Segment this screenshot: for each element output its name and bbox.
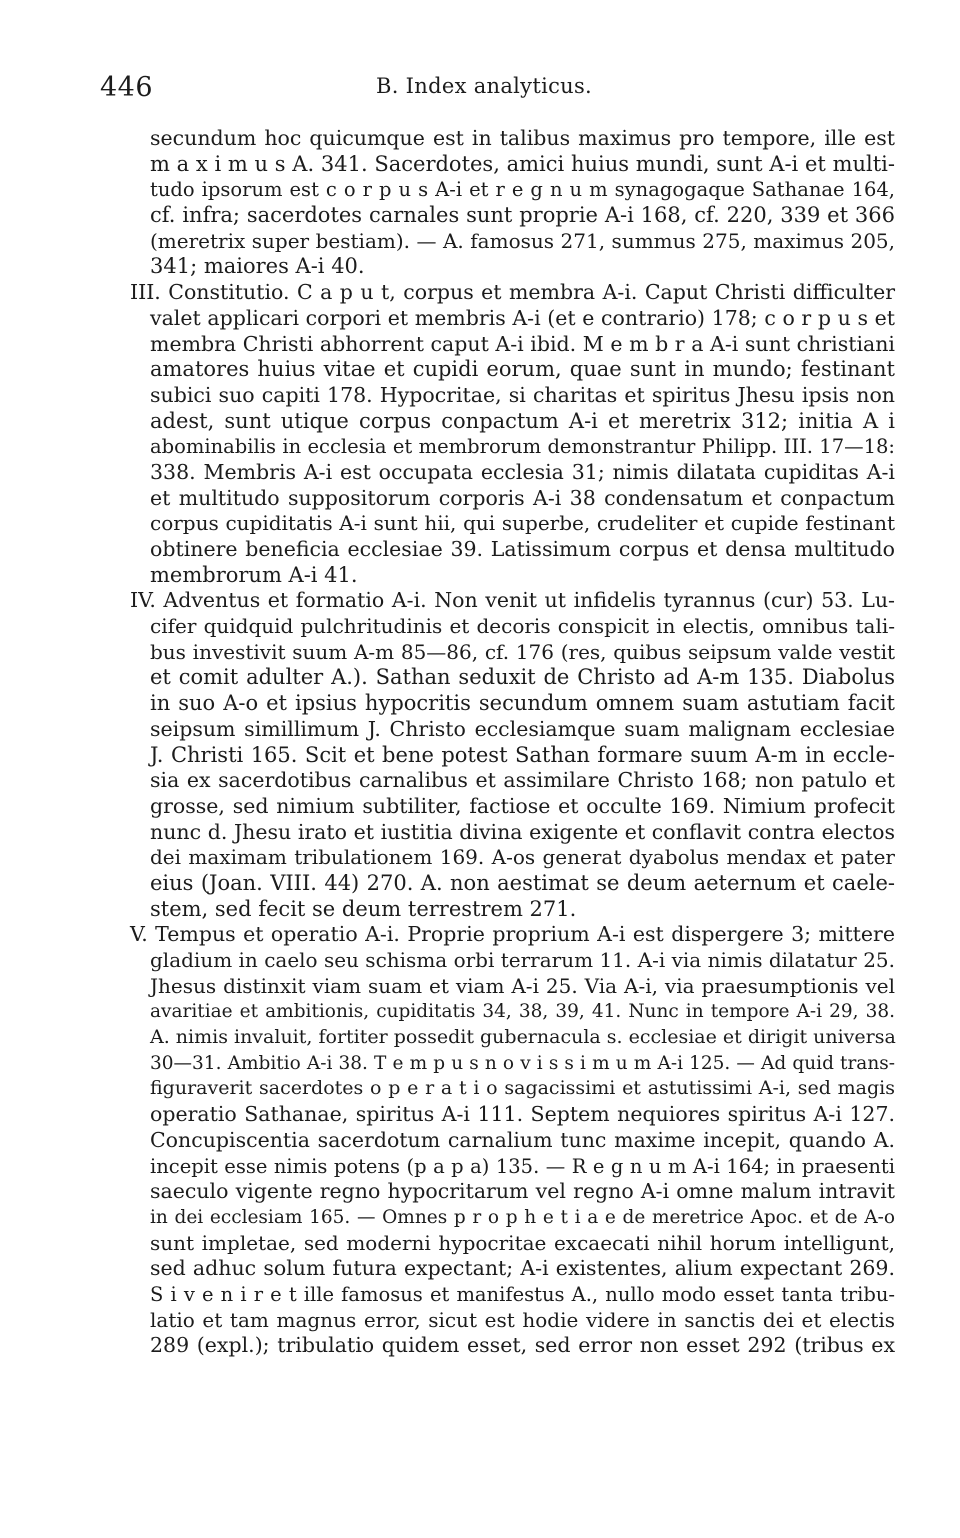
text-line: sunt impletae, sed moderni hypocritae excaecati nihil horum intelligunt, — [150, 1230, 895, 1255]
text-line: adest, sunt utique corpus conpactum A-i et meretrix 312; initia A i — [150, 408, 895, 433]
text-line: amatores huius vitae et cupidi eorum, quae sunt in mundo; festinant — [150, 357, 895, 382]
text-line: cf. infra; sacerdotes carnales sunt proprie A-i 168, cf. 220, 339 et 366 — [150, 203, 895, 228]
text-line: S i v e n i r e t ille famosus et manifestus A., nullo modo esset tanta tribu- — [150, 1282, 895, 1306]
text-line: A. nimis invaluit, fortiter possedit gubernacula s. ecclesiae et dirigit universa — [150, 1026, 896, 1049]
text-line: tudo ipsorum est c o r p u s A-i et r e g n u m synagogaque Sathanae 164, — [150, 178, 895, 202]
text-line: cifer quidquid pulchritudinis et decoris conspicit in electis, omnibus tali- — [150, 614, 895, 639]
text-line: obtinere beneficia ecclesiae 39. Latissimum corpus et densa multitudo — [150, 537, 895, 561]
text-line: operatio Sathanae, spiritus A-i 111. Septem nequiores spiritus A-i 127. — [150, 1102, 895, 1127]
text-line: sia ex sacerdotibus carnalibus et assimilare Christo 168; non patulo et — [150, 768, 895, 793]
text-line: bus investivit suum A-m 85—86, cf. 176 (res, quibus seipsum valde vestit — [150, 639, 895, 664]
text-line: valet applicari corpori et membris A-i (et e contrario) 178; c o r p u s et — [150, 305, 895, 330]
section-heading-line: III. Constitutio. C a p u t, corpus et membra A-i. Caput Christi difficulter — [130, 280, 895, 305]
text-line: 341; maiores A-i 40. — [150, 254, 365, 279]
text-line: secundum hoc quicumque est in talibus maximus pro tempore, ille est — [150, 126, 895, 150]
text-line: 289 (expl.); tribulatio quidem esset, sed error non esset 292 (tribus ex — [150, 1333, 895, 1358]
text-line: figuraverit sacerdotes o p e r a t i o sagacissimi et astutissimi A-i, sed magis — [150, 1077, 895, 1100]
section-heading-line: IV. Adventus et formatio A-i. Non venit ut infidelis tyrannus (cur) 53. Lu- — [130, 588, 895, 613]
text-line: et comit adulter A.). Sathan seduxit de Christo ad A-m 135. Diabolus — [150, 665, 895, 690]
text-line: saeculo vigente regno hypocritarum vel regno A-i omne malum intravit — [150, 1179, 895, 1204]
text-line: Concupiscentia sacerdotum carnalium tunc maxime incepit, quando A. — [150, 1127, 895, 1152]
text-line: gladium in caelo seu schisma orbi terrarum 11. A-i via nimis dilatatur 25. — [150, 948, 895, 972]
index-body-text — [130, 126, 896, 1359]
text-line: grosse, sed nimium subtiliter, factiose et occulte 169. Nimium profecit — [150, 793, 895, 818]
text-line: latio et tam magnus error, sicut est hodie videre in sanctis dei et electis — [150, 1307, 895, 1332]
section-heading-line: V. Tempus et operatio A-i. Proprie proprium A-i est dispergere 3; mittere — [130, 922, 895, 947]
text-line: (meretrix super bestiam). — A. famosus 271, summus 275, maximus 205, — [150, 228, 895, 253]
text-line: abominabilis in ecclesia et membrorum demonstrantur Philipp. III. 17—18: — [150, 435, 895, 459]
running-head: B. Index analyticus. — [376, 74, 593, 98]
page-number: 446 — [100, 72, 154, 103]
page-header — [100, 72, 920, 112]
text-line: subici suo capiti 178. Hypocritae, si charitas et spiritus Jhesu ipsis non — [150, 382, 895, 407]
text-line: seipsum simillimum J. Christo ecclesiamque suam malignam ecclesiae — [150, 716, 895, 741]
text-line: membrorum A-i 41. — [150, 562, 358, 587]
text-line: m a x i m u s A. 341. Sacerdotes, amici huius mundi, sunt A-i et multi- — [150, 151, 895, 176]
text-line: sed adhuc solum futura expectant; A-i existentes, alium expectant 269. — [150, 1256, 895, 1281]
text-line: avaritiae et ambitionis, cupiditatis 34, 38, 39, 41. Nunc in tempore A-i 29, 38. — [150, 1001, 895, 1023]
text-line: 30—31. Ambitio A-i 38. T e m p u s n o v i s s i m u m A-i 125. — Ad quid trans- — [150, 1052, 895, 1074]
text-line: nunc d. Jhesu irato et iustitia divina exigente et conflavit contra electos — [150, 819, 895, 844]
text-line: et multitudo suppositorum corporis A-i 38 condensatum et conpactum — [150, 485, 895, 510]
text-line: 338. Membris A-i est occupata ecclesia 31; nimis dilatata cupiditas A-i — [150, 459, 895, 484]
text-line: dei maximam tribulationem 169. A-os generat dyabolus mendax et pater — [150, 845, 895, 870]
text-line: in dei ecclesiam 165. — Omnes p r o p h e t i a e de meretrice Apoc. et de A-o — [150, 1206, 895, 1228]
text-line: stem, sed fecit se deum terrestrem 271. — [150, 896, 577, 921]
text-line: incepit esse nimis potens (p a p a) 135. — R e g n u m A-i 164; in praesenti — [150, 1154, 895, 1178]
text-line: in suo A-o et ipsius hypocritis secundum omnem suam astutiam facit — [150, 691, 895, 716]
text-line: membra Christi abhorrent caput A-i ibid. M e m b r a A-i sunt christiani — [150, 331, 895, 356]
text-line: J. Christi 165. Scit et bene potest Sathan formare suum A-m in eccle- — [150, 742, 895, 767]
text-line: corpus cupiditatis A-i sunt hii, qui superbe, crudeliter et cupide festinant — [150, 511, 895, 536]
text-line: eius (Joan. VIII. 44) 270. A. non aestimat se deum aeternum et caele- — [150, 870, 895, 895]
text-line: Jhesus distinxit viam suam et viam A-i 25. Via A-i, via praesumptionis vel — [150, 973, 895, 998]
